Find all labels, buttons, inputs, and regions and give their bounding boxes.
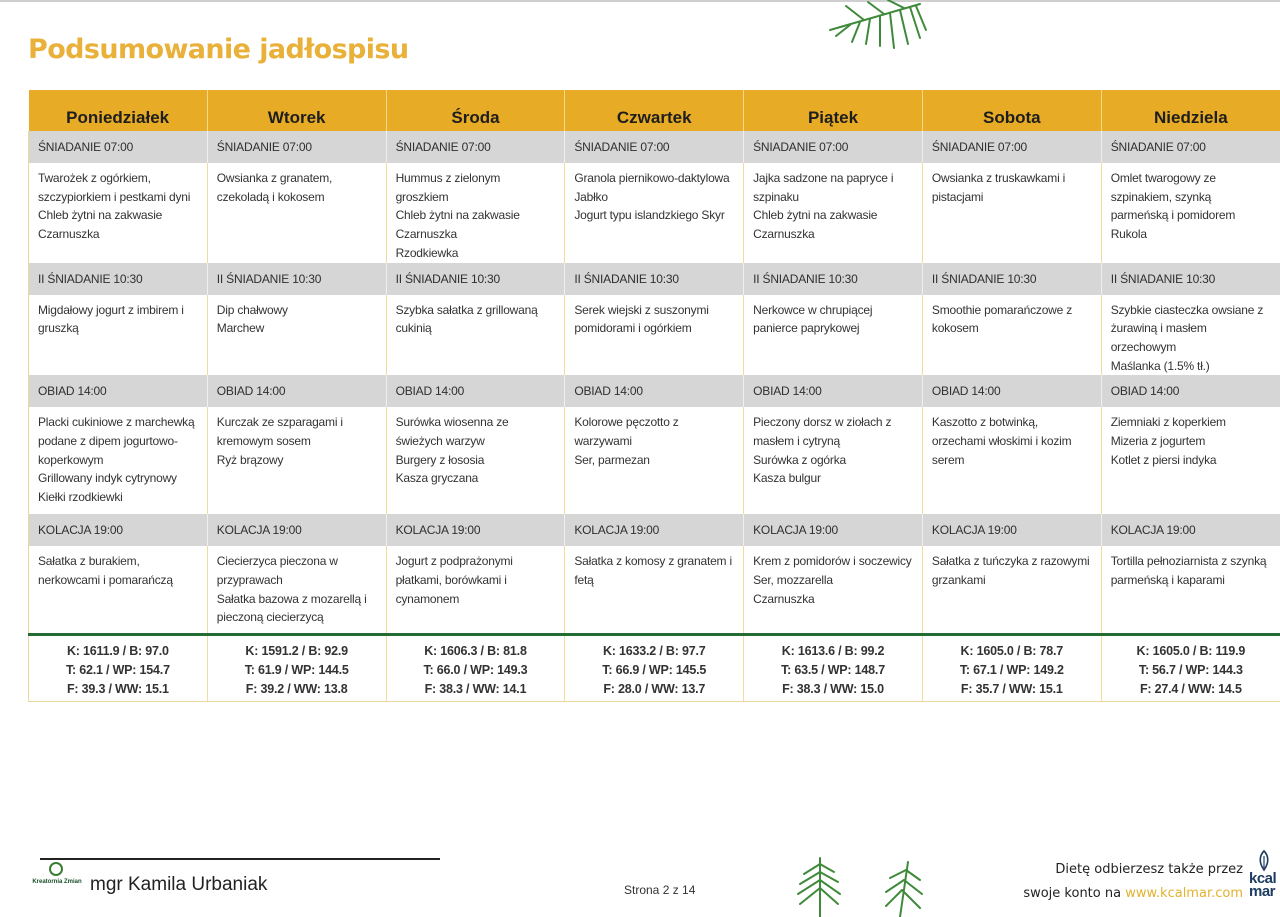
meal-cell xyxy=(386,163,565,263)
dish-item: Szybka sałatka z grillowaną cukinią xyxy=(395,302,538,336)
dish-item: Hummus z zielonym groszkiem xyxy=(395,171,501,204)
nutrition-line: T: 66.9 / WP: 145.5 xyxy=(602,662,707,677)
dish-item: Owsianka z truskawkami i pistacjami xyxy=(931,171,1066,204)
meal-cell xyxy=(922,546,1101,635)
dish-item: Czarnuszka xyxy=(395,227,457,242)
dish-item: Granola piernikowo-daktylowa xyxy=(574,171,730,185)
meal-cell xyxy=(29,546,208,635)
signature-rule xyxy=(40,858,440,860)
dish-item: Jabłko xyxy=(574,189,608,204)
meal-label: OBIAD 14:00 xyxy=(1101,375,1280,407)
dish-item: Smoothie pomarańczowe z kokosem xyxy=(931,302,1073,336)
nutrition-line: T: 62.1 / WP: 154.7 xyxy=(65,662,170,677)
dish-item: Nerkowce w chrupiącej panierce paprykowej xyxy=(753,302,873,336)
dish-item: Czarnuszka xyxy=(753,591,815,606)
day-header: Czwartek xyxy=(565,90,744,131)
meal-cell xyxy=(29,163,208,263)
meal-label: II ŚNIADANIE 10:30 xyxy=(1101,263,1280,295)
nutrition-cell xyxy=(29,635,208,702)
nutrition-line: T: 67.1 / WP: 149.2 xyxy=(959,662,1064,677)
dish-item: Chleb żytni na zakwasie xyxy=(395,208,520,223)
nutrition-line: F: 28.0 / WW: 13.7 xyxy=(603,681,706,696)
meal-label: OBIAD 14:00 xyxy=(744,375,923,407)
meal-label: OBIAD 14:00 xyxy=(207,375,386,407)
meal-cell xyxy=(744,163,923,263)
meal-header-row xyxy=(29,131,1280,163)
nutrition-line: F: 38.3 / WW: 14.1 xyxy=(424,681,527,696)
nutrition-line: F: 38.3 / WW: 15.0 xyxy=(782,681,884,696)
meal-items-row xyxy=(29,407,1280,514)
dish-item: Dip chałwowy xyxy=(216,302,288,317)
nutrition-line: T: 66.0 / WP: 149.3 xyxy=(423,662,528,677)
nutrition-line: K: 1633.2 / B: 97.7 xyxy=(602,643,706,658)
meal-cell xyxy=(565,546,744,635)
top-rule xyxy=(0,0,1280,2)
dish-item: Czarnuszka xyxy=(753,227,815,242)
menu-summary-table xyxy=(28,90,1280,702)
meal-label: ŚNIADANIE 07:00 xyxy=(922,131,1101,163)
meal-label: II ŚNIADANIE 10:30 xyxy=(29,263,208,295)
meal-cell xyxy=(386,546,565,635)
day-header: Poniedziałek xyxy=(29,90,208,131)
meal-label: II ŚNIADANIE 10:30 xyxy=(207,263,386,295)
dish-item: Czarnuszka xyxy=(38,227,100,242)
meal-cell xyxy=(922,295,1101,376)
meal-label: KOLACJA 19:00 xyxy=(207,514,386,546)
page-number: Strona 2 z 14 xyxy=(624,883,696,897)
meal-cell xyxy=(207,546,386,635)
kcalmar-link[interactable]: www.kcalmar.com xyxy=(1125,886,1243,901)
nutrition-cell xyxy=(386,635,565,702)
dish-item: Kasza gryczana xyxy=(395,471,479,486)
nutrition-line: T: 56.7 / WP: 144.3 xyxy=(1138,662,1243,677)
nutrition-line: T: 63.5 / WP: 148.7 xyxy=(781,662,885,677)
dish-item: Owsianka z granatem, czekoladą i kokosem xyxy=(216,171,333,204)
nutrition-line: K: 1611.9 / B: 97.0 xyxy=(66,643,169,658)
meal-label: KOLACJA 19:00 xyxy=(744,514,923,546)
meal-label: OBIAD 14:00 xyxy=(565,375,744,407)
meal-label: OBIAD 14:00 xyxy=(29,375,208,407)
meal-label: KOLACJA 19:00 xyxy=(386,514,565,546)
day-header: Niedziela xyxy=(1101,90,1280,131)
nutrition-line: F: 39.2 / WW: 13.8 xyxy=(245,681,348,696)
meal-label: ŚNIADANIE 07:00 xyxy=(565,131,744,163)
day-header: Piątek xyxy=(744,90,923,131)
meal-cell xyxy=(744,546,923,635)
meal-label: ŚNIADANIE 07:00 xyxy=(744,131,923,163)
nutrition-line: F: 39.3 / WW: 15.1 xyxy=(67,681,169,696)
dish-item: Szybkie ciasteczka owsiane z żurawiną i masłem orzechowym xyxy=(1110,302,1264,354)
nutrition-cell xyxy=(565,635,744,702)
meal-label: II ŚNIADANIE 10:30 xyxy=(386,263,565,295)
dish-item: Kiełki rzodkiewki xyxy=(38,490,123,505)
dish-item: Kotlet z piersi indyka xyxy=(1110,452,1217,467)
dish-item: Ryż brązowy xyxy=(216,452,284,467)
promo-line-2 xyxy=(1023,882,1243,906)
palm-leaf-icon xyxy=(770,0,930,52)
meal-items-row xyxy=(29,163,1280,263)
dish-item: Surówka wiosenna ze świeżych warzyw xyxy=(395,415,509,449)
nutrition-cell xyxy=(1101,635,1280,702)
author-name: mgr Kamila Urbaniak xyxy=(90,874,268,895)
meal-cell xyxy=(565,163,744,263)
meal-cell xyxy=(744,407,923,514)
meal-label: II ŚNIADANIE 10:30 xyxy=(565,263,744,295)
dish-item: Kaszotto z botwinką, orzechami włoskimi i kozim serem xyxy=(931,415,1072,467)
dish-item: Ciecierzyca pieczona w przyprawach xyxy=(216,554,338,588)
meal-cell xyxy=(922,407,1101,514)
dish-item: Burgery z łososia xyxy=(395,452,485,467)
dish-item: Sałatka bazowa z mozarellą i pieczoną ciecierzycą xyxy=(216,591,367,625)
promo-line-1: Dietę odbierzesz także przez xyxy=(1055,862,1243,877)
nutrition-line: K: 1606.3 / B: 81.8 xyxy=(424,643,527,658)
meal-label: KOLACJA 19:00 xyxy=(922,514,1101,546)
meal-cell xyxy=(1101,407,1280,514)
palm-leaf-icon xyxy=(790,850,940,917)
day-header: Sobota xyxy=(922,90,1101,131)
nutrition-cell xyxy=(922,635,1101,702)
meal-label: KOLACJA 19:00 xyxy=(29,514,208,546)
dish-item: Rzodkiewka xyxy=(395,245,459,260)
dish-item: Placki cukiniowe z marchewką podane z dipem jogurtowo-koperkowym xyxy=(38,415,195,467)
meal-cell xyxy=(565,407,744,514)
meal-label: OBIAD 14:00 xyxy=(922,375,1101,407)
meal-header-row xyxy=(29,514,1280,546)
meal-label: ŚNIADANIE 07:00 xyxy=(207,131,386,163)
dish-item: Krem z pomidorów i soczewicy xyxy=(753,554,912,569)
dish-item: Omlet twarogowy ze szpinakiem, szynką parmeńską i pomidorem xyxy=(1110,171,1236,223)
meal-cell xyxy=(29,407,208,514)
meal-label: ŚNIADANIE 07:00 xyxy=(1101,131,1280,163)
meal-cell xyxy=(1101,295,1280,376)
dish-item: Maślanka (1.5% tł.) xyxy=(1110,358,1210,373)
meal-cell xyxy=(744,295,923,376)
meal-cell xyxy=(29,295,208,376)
dish-item: Surówka z ogórka xyxy=(753,452,846,467)
meal-label: KOLACJA 19:00 xyxy=(565,514,744,546)
nutrition-line: T: 61.9 / WP: 144.5 xyxy=(244,662,349,677)
nutrition-line: F: 35.7 / WW: 15.1 xyxy=(960,681,1063,696)
meal-label: KOLACJA 19:00 xyxy=(1101,514,1280,546)
meal-cell xyxy=(386,407,565,514)
dish-item: Pieczony dorsz w ziołach z masłem i cytryną xyxy=(753,415,892,449)
dish-item: Jogurt typu islandzkiego Skyr xyxy=(574,208,725,223)
dish-item: Serek wiejski z suszonymi pomidorami i ogórkiem xyxy=(574,302,709,336)
dish-item: Mizeria z jogurtem xyxy=(1110,434,1206,449)
dish-item: Ziemniaki z koperkiem xyxy=(1110,415,1226,430)
nutrition-line: K: 1613.6 / B: 99.2 xyxy=(781,643,885,658)
nutrition-line: K: 1605.0 / B: 78.7 xyxy=(960,643,1064,658)
dish-item: Chleb żytni na zakwasie xyxy=(38,208,163,223)
day-header: Środa xyxy=(386,90,565,131)
meal-cell xyxy=(922,163,1101,263)
dish-item: Migdałowy jogurt z imbirem i gruszką xyxy=(38,302,184,336)
dish-item: Kurczak ze szparagami i kremowym sosem xyxy=(216,415,343,449)
logo-text: Kreatornia Zmian xyxy=(32,879,82,885)
meal-label: ŚNIADANIE 07:00 xyxy=(386,131,565,163)
meal-label: OBIAD 14:00 xyxy=(386,375,565,407)
nutrition-line: K: 1605.0 / B: 119.9 xyxy=(1136,643,1246,658)
dish-item: Sałatka z komosy z granatem i fetą xyxy=(574,554,732,588)
meal-header-row xyxy=(29,375,1280,407)
page-title: Podsumowanie jadłospisu xyxy=(28,34,409,65)
meal-label: II ŚNIADANIE 10:30 xyxy=(922,263,1101,295)
dish-item: Jogurt z podprażonymi płatkami, borówkami i cynamonem xyxy=(395,554,513,606)
meal-cell xyxy=(1101,163,1280,263)
dish-item: Ser, mozzarella xyxy=(753,573,833,588)
dish-item: Kolorowe pęczotto z warzywami xyxy=(574,415,679,449)
meal-header-row xyxy=(29,263,1280,295)
kreatornia-logo-icon xyxy=(32,862,82,902)
meal-cell xyxy=(207,163,386,263)
meal-label: II ŚNIADANIE 10:30 xyxy=(744,263,923,295)
dish-item: Sałatka z burakiem, nerkowcami i pomarańczą xyxy=(38,554,173,588)
meal-cell xyxy=(207,407,386,514)
meal-cell xyxy=(1101,546,1280,635)
dish-item: Rukola xyxy=(1110,227,1147,242)
dish-item: Kasza bulgur xyxy=(753,471,821,486)
nutrition-line: F: 27.4 / WW: 14.5 xyxy=(1139,681,1242,696)
nutrition-line: K: 1591.2 / B: 92.9 xyxy=(245,643,348,658)
day-header-row xyxy=(29,90,1280,131)
dish-item: Marchew xyxy=(216,321,265,336)
meal-cell xyxy=(207,295,386,376)
dish-item: Ser, parmezan xyxy=(574,452,650,467)
promo-text xyxy=(1023,858,1243,906)
meal-items-row xyxy=(29,295,1280,376)
kcalmar-logo-icon xyxy=(1246,850,1280,900)
meal-cell xyxy=(565,295,744,376)
dish-item: Grillowany indyk cytrynowy xyxy=(38,471,177,486)
promo-prefix: swoje konto na xyxy=(1023,886,1126,901)
meal-label: ŚNIADANIE 07:00 xyxy=(29,131,208,163)
brand-text: kcal mar xyxy=(1249,870,1277,900)
dish-item: Jajka sadzone na papryce i szpinaku xyxy=(753,171,894,204)
dish-item: Tortilla pełnoziarnista z szynką parmeńską i kaparami xyxy=(1110,554,1267,588)
meal-items-row xyxy=(29,546,1280,635)
dish-item: Sałatka z tuńczyka z razowymi grzankami xyxy=(931,554,1090,588)
nutrition-cell xyxy=(744,635,923,702)
nutrition-cell xyxy=(207,635,386,702)
meal-cell xyxy=(386,295,565,376)
day-header: Wtorek xyxy=(207,90,386,131)
dish-item: Chleb żytni na zakwasie xyxy=(753,208,878,223)
dish-item: Twarożek z ogórkiem, szczypiorkiem i pestkami dyni xyxy=(38,171,191,204)
nutrition-row xyxy=(29,635,1280,702)
